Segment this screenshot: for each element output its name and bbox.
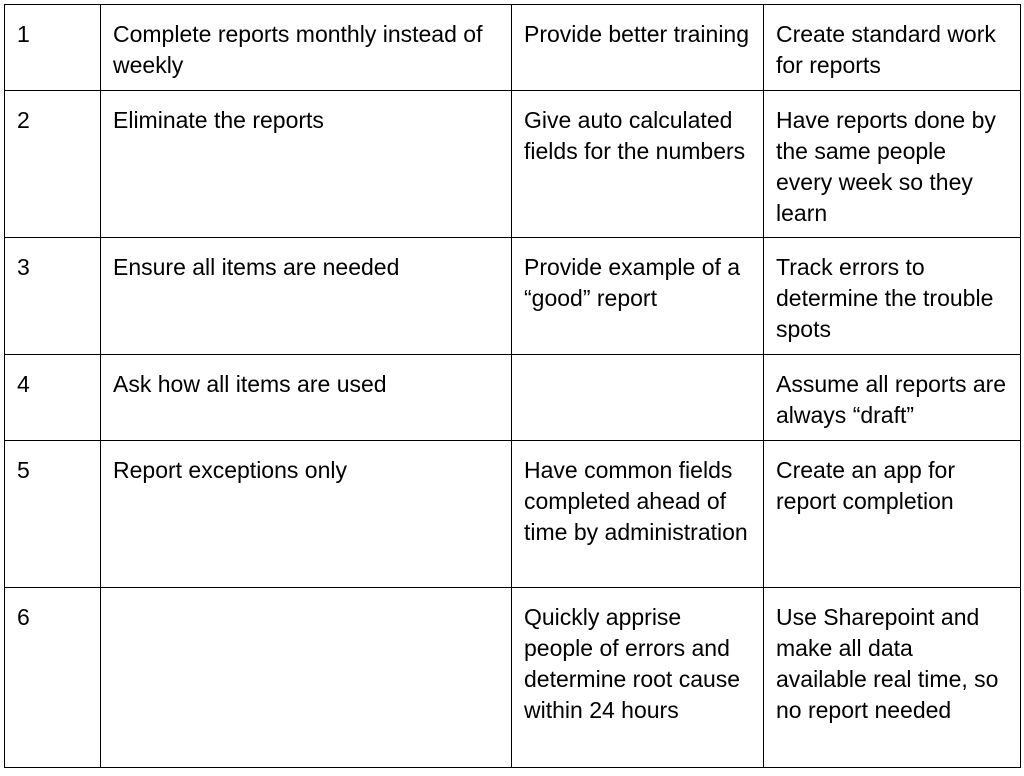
table-cell: Report exceptions only [101, 441, 512, 588]
table-row [5, 588, 1021, 768]
table-cell: Quickly apprise people of errors and determine root cause within 24 hours [512, 588, 764, 768]
table-cell: Have common fields completed ahead of time by administration [512, 441, 764, 588]
ideas-table [4, 4, 1021, 768]
table-cell: Complete reports monthly instead of weekly [101, 5, 512, 91]
table-cell [512, 355, 764, 441]
table-cell: Track errors to determine the trouble spots [764, 238, 1021, 355]
table-cell: Give auto calculated fields for the numbers [512, 91, 764, 238]
table-cell: Have reports done by the same people every week so they learn [764, 91, 1021, 238]
row-number-cell: 1 [5, 5, 101, 91]
table-row [5, 355, 1021, 441]
table-row [5, 441, 1021, 588]
table-cell: Ensure all items are needed [101, 238, 512, 355]
table-cell: Eliminate the reports [101, 91, 512, 238]
row-number-cell: 6 [5, 588, 101, 768]
table-cell: Provide better training [512, 5, 764, 91]
table-cell: Ask how all items are used [101, 355, 512, 441]
row-number-cell: 4 [5, 355, 101, 441]
table-row [5, 91, 1021, 238]
table-cell [101, 588, 512, 768]
row-number-cell: 5 [5, 441, 101, 588]
table-cell: Assume all reports are always “draft” [764, 355, 1021, 441]
table-row [5, 5, 1021, 91]
row-number-cell: 3 [5, 238, 101, 355]
row-number-cell: 2 [5, 91, 101, 238]
table-cell: Create an app for report completion [764, 441, 1021, 588]
table-cell: Provide example of a “good” report [512, 238, 764, 355]
table-cell: Create standard work for reports [764, 5, 1021, 91]
table-row [5, 238, 1021, 355]
table-cell: Use Sharepoint and make all data available real time, so no report needed [764, 588, 1021, 768]
